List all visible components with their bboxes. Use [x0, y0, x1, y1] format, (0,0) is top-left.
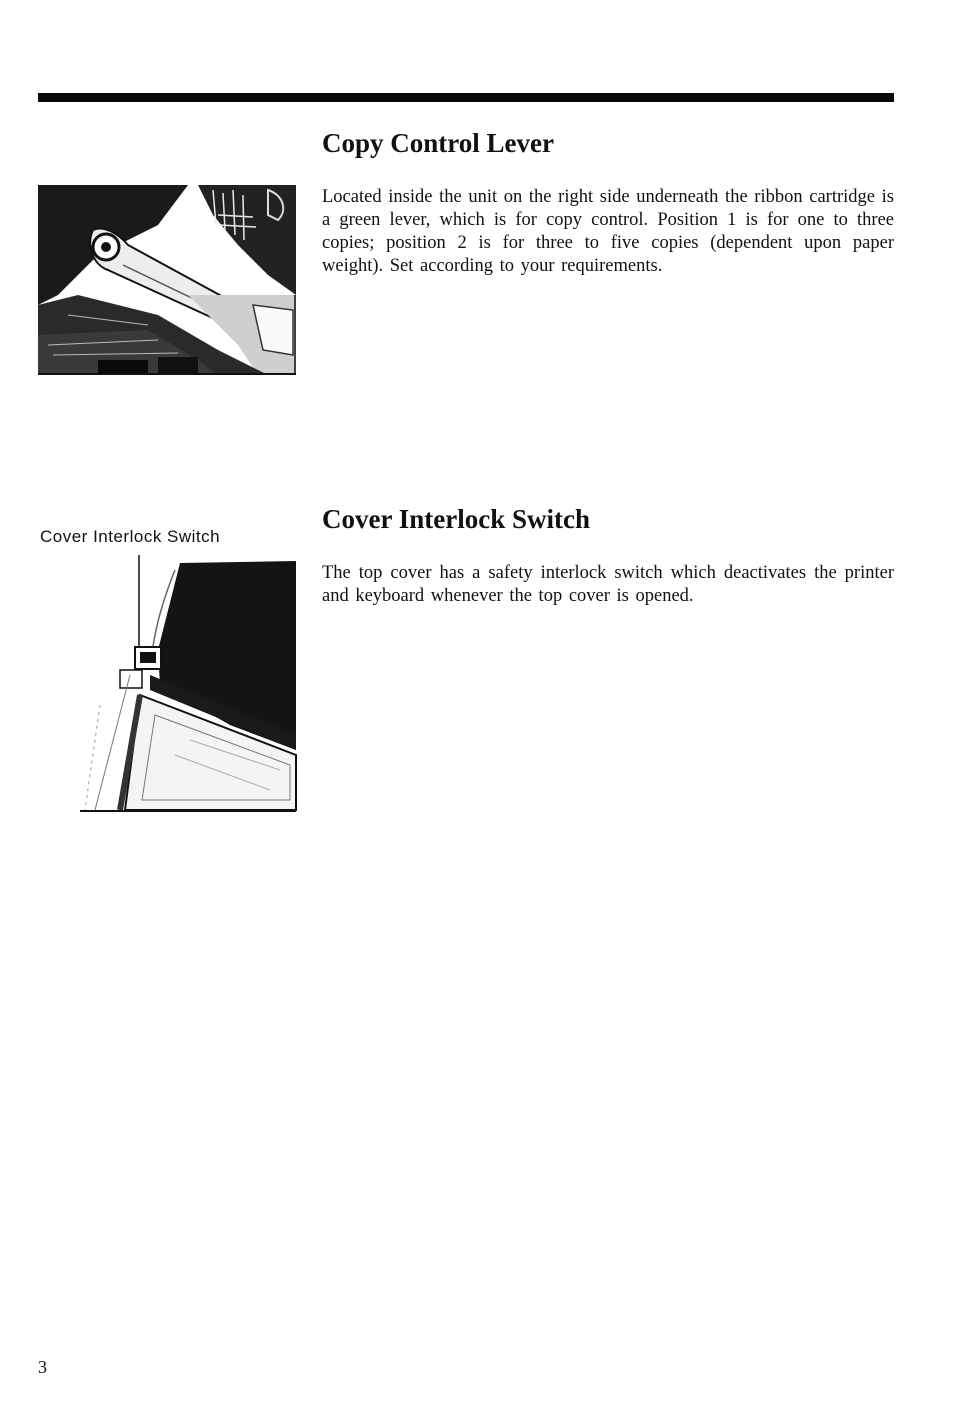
cover-interlock-switch-heading: Cover Interlock Switch	[322, 504, 590, 534]
copy-control-lever-photo	[38, 185, 296, 375]
copy-control-lever-text: Located inside the unit on the right side underneath the ribbon cartridge is a green lever, which is for copy control. Position 1 is for one to three copies; position 2 is for three to five copies (dependent upon paper weight). Set according to your requirements.	[322, 187, 894, 276]
page-number: 3	[38, 1357, 47, 1377]
cover-interlock-switch-text: The top cover has a safety interlock switch which deactivates the printer and keyboard whenever the top cover is opened.	[322, 563, 894, 606]
top-rule	[38, 93, 894, 102]
cover-interlock-switch-photo	[80, 555, 298, 815]
copy-control-lever-heading: Copy Control Lever	[322, 128, 554, 158]
cover-interlock-switch-caption: Cover Interlock Switch	[40, 527, 221, 546]
